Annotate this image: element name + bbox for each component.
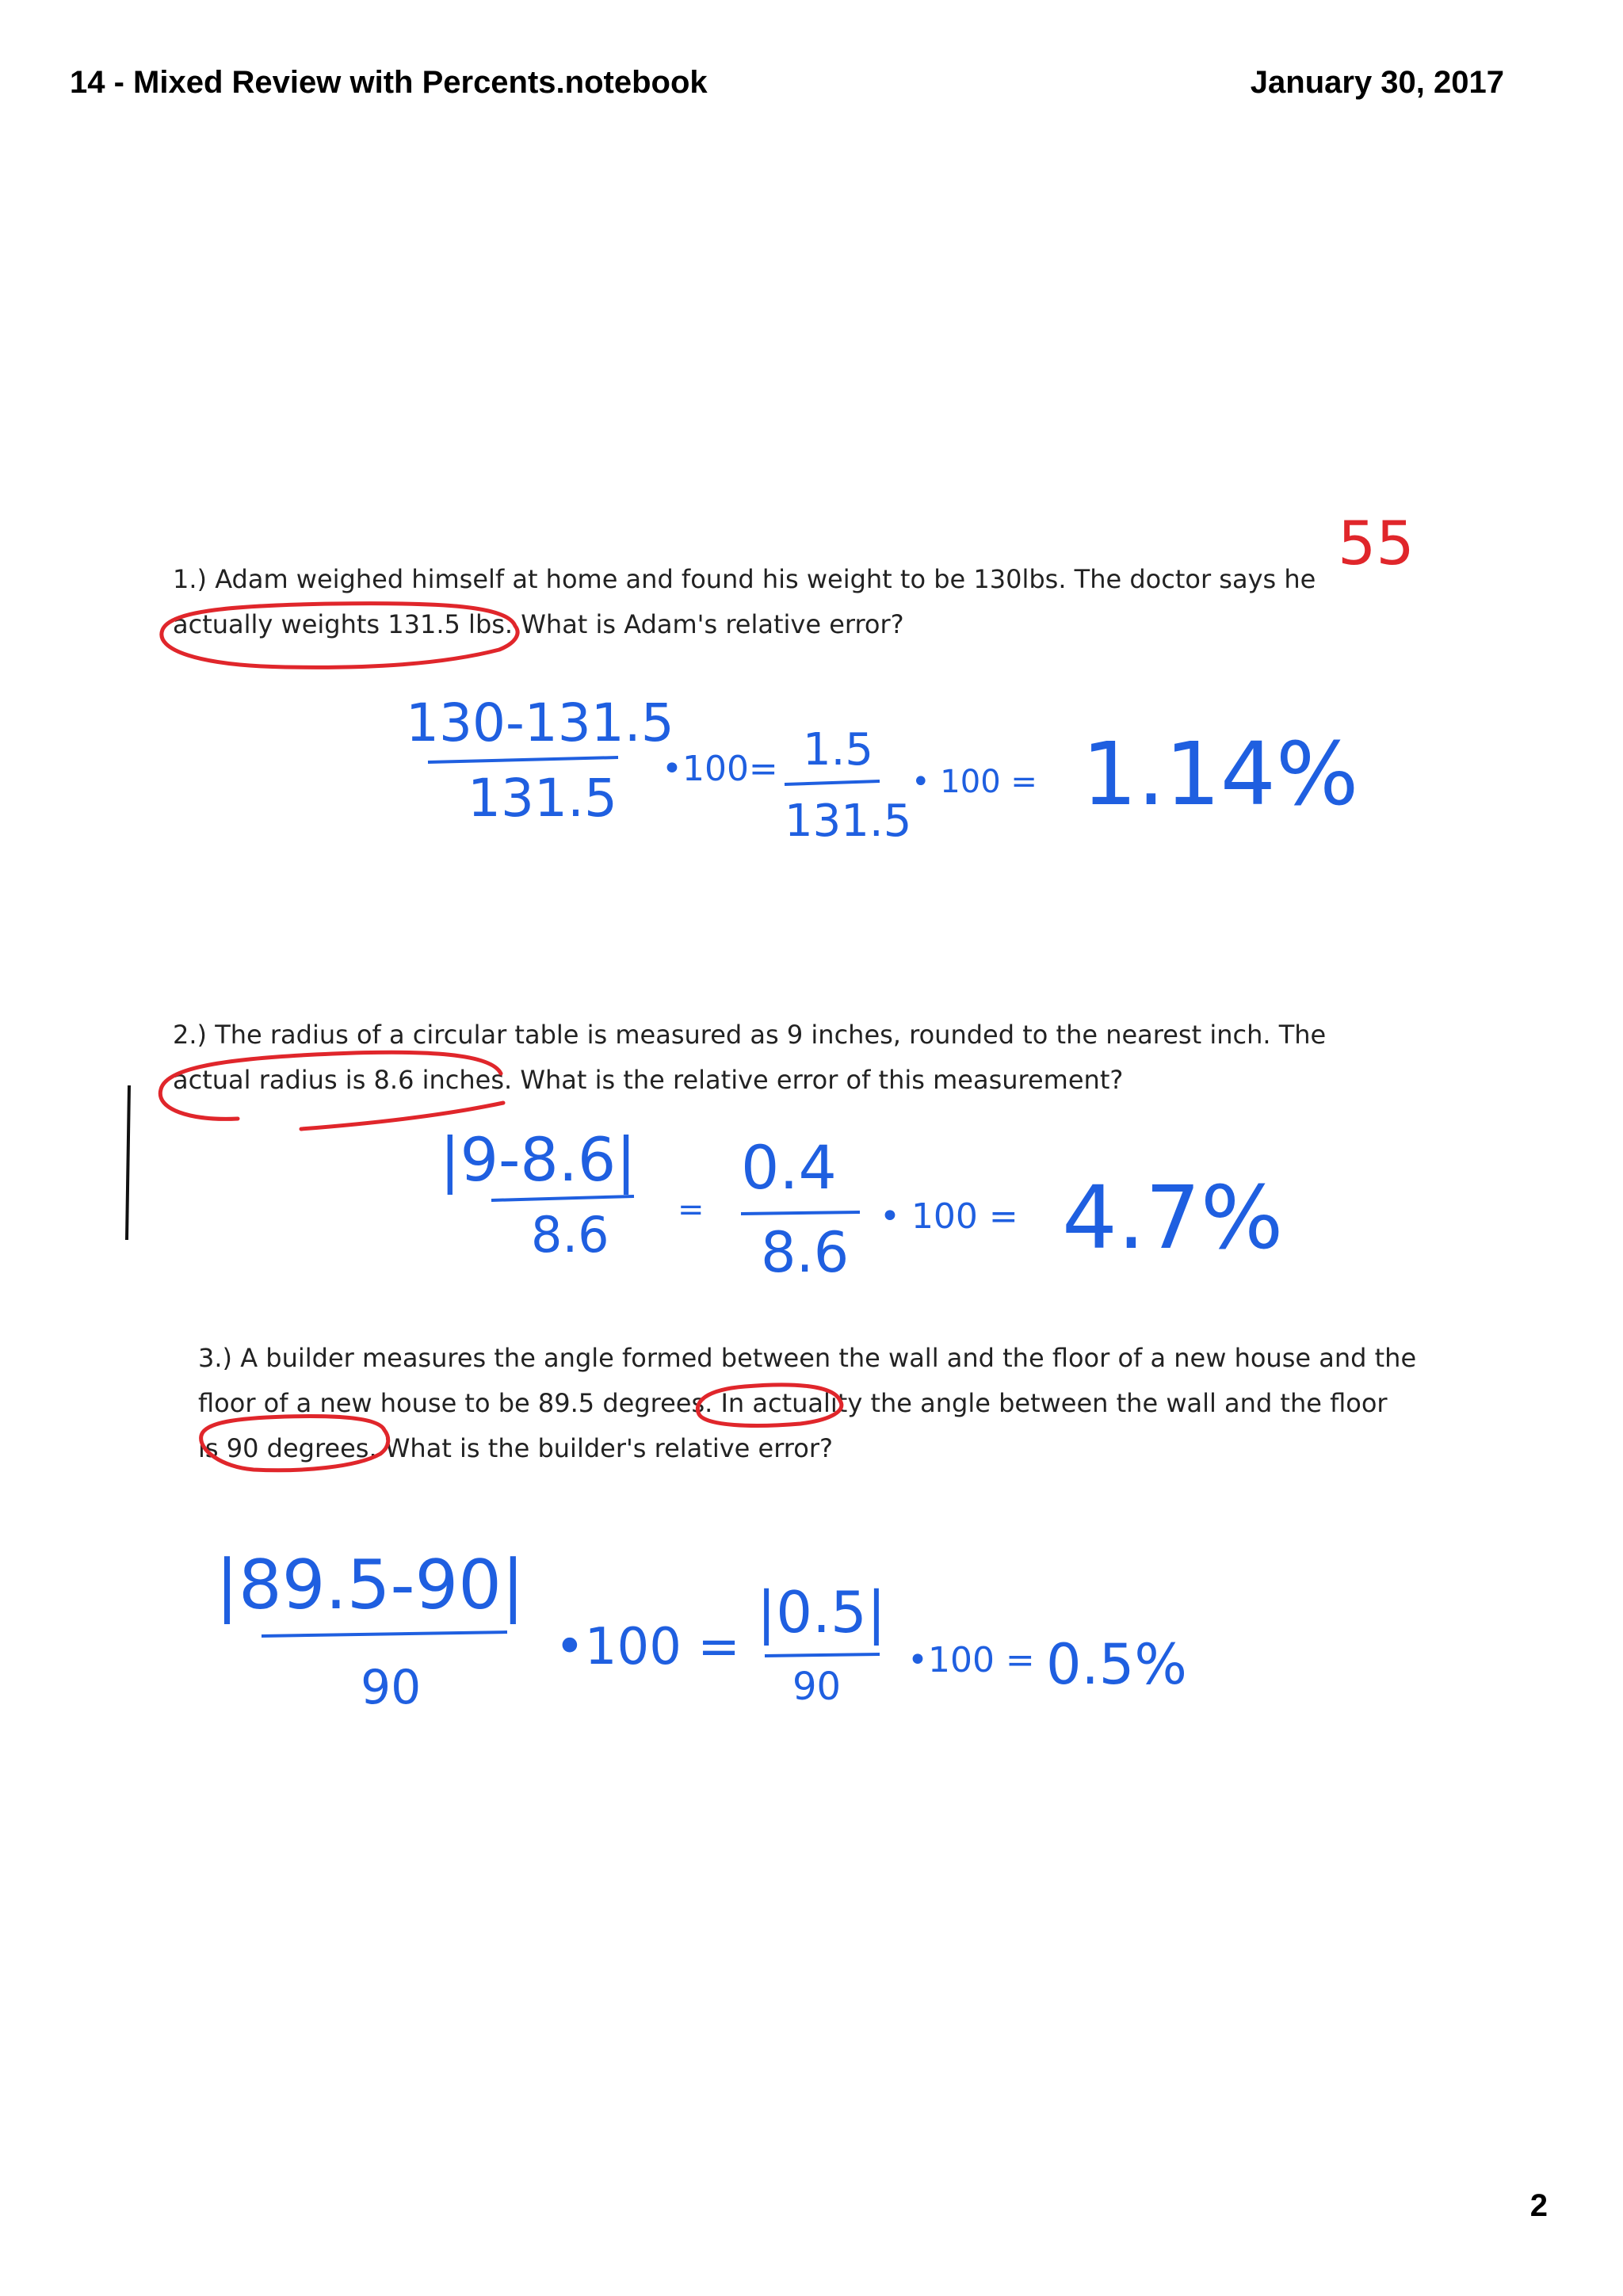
work-answer: 1.14% — [1082, 723, 1359, 825]
work-numerator: |89.5-90| — [216, 1546, 525, 1625]
work-answer: 0.5% — [1046, 1632, 1187, 1697]
work-multiplier: •100 = — [555, 1618, 740, 1676]
work-numerator: |0.5| — [757, 1579, 887, 1646]
problem-line: actual radius is 8.6 inches. What is the relative error of this measurement? — [173, 1065, 1124, 1095]
work-numerator: 0.4 — [741, 1132, 837, 1203]
fraction-bar — [765, 1654, 880, 1656]
problem-1-work — [406, 692, 1358, 847]
work-denominator: 8.6 — [761, 1220, 850, 1285]
work-multiplier: •100 = — [907, 1640, 1035, 1680]
fraction-bar — [741, 1212, 860, 1214]
problem-line: 2.) The radius of a circular table is measured as 9 inches, rounded to the nearest inch. The — [173, 1020, 1327, 1050]
notebook-title: 14 - Mixed Review with Percents.notebook — [70, 65, 708, 100]
work-numerator: 130-131.5 — [406, 692, 674, 753]
problem-1-text — [173, 557, 1316, 647]
fraction-bar — [262, 1632, 507, 1636]
problem-2-text — [173, 1013, 1326, 1103]
work-denominator: 90 — [361, 1660, 422, 1715]
page-date: January 30, 2017 — [1250, 65, 1504, 100]
work-multiplier: • 100 = — [880, 1196, 1018, 1237]
work-equals: = — [678, 1192, 705, 1228]
work-numerator: |9-8.6| — [440, 1124, 636, 1195]
work-multiplier: •100= — [662, 749, 778, 789]
work-denominator: 8.6 — [531, 1206, 609, 1264]
problem-3-work — [216, 1546, 1187, 1715]
problem-3-text — [198, 1336, 1416, 1471]
problem-line: actually weights 131.5 lbs. What is Adam's relative error? — [173, 609, 904, 639]
problem-line: 3.) A builder measures the angle formed between the wall and the floor of a new house and the — [198, 1343, 1417, 1373]
work-numerator: 1.5 — [803, 724, 874, 776]
problem-line: 1.) Adam weighed himself at home and found his weight to be 130lbs. The doctor says he — [173, 564, 1316, 594]
work-denominator: 131.5 — [468, 768, 617, 829]
problem-2-work — [440, 1124, 1283, 1285]
work-multiplier: • 100 = — [911, 764, 1037, 800]
problem-line: is 90 degrees. What is the builder's relative error? — [198, 1433, 833, 1463]
fraction-bar — [428, 757, 618, 762]
work-denominator: 90 — [792, 1665, 842, 1709]
page-number: 2 — [1529, 2188, 1548, 2223]
margin-mark — [127, 1085, 129, 1240]
fraction-bar — [785, 781, 880, 784]
fraction-bar — [491, 1196, 634, 1200]
underline-annotation — [301, 1103, 503, 1129]
work-answer: 4.7% — [1062, 1167, 1284, 1268]
work-denominator: 131.5 — [785, 795, 912, 847]
problem-line: floor of a new house to be 89.5 degrees. In actuality the angle between the wall and the floor — [198, 1388, 1388, 1418]
score-mark: 55 — [1338, 508, 1415, 578]
